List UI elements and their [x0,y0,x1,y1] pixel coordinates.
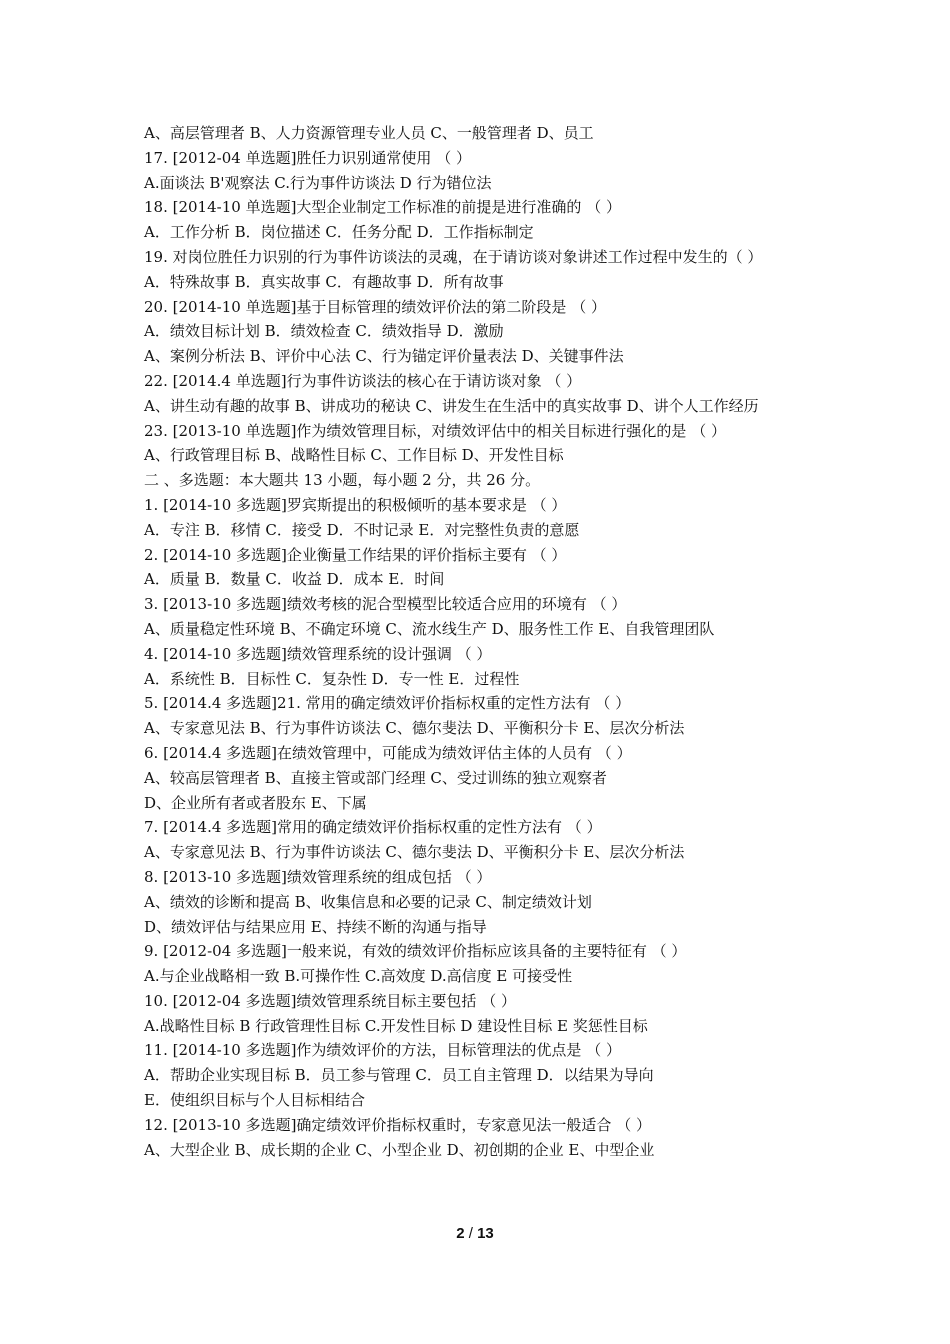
total-page-count: 13 [477,1225,494,1242]
text-line: A.战略性目标 B 行政管理性目标 C.开发性目标 D 建设性目标 E 奖惩性目标 [144,1016,648,1035]
text-line: 18. [2014-10 单选题]大型企业制定工作标准的前提是进行准确的 （ ） [144,198,621,217]
text-line: A．绩效目标计划 B．绩效检查 C．绩效指导 D．激励 [144,322,504,341]
text-line: A、行政管理目标 B、战略性目标 C、工作目标 D、开发性目标 [144,446,564,465]
current-page-number: 2 [456,1225,465,1242]
page-content [144,121,809,1162]
text-line: 7. [2014.4 多选题]常用的确定绩效评价指标权重的定性方法有 （ ） [144,818,602,837]
text-line: A、专家意见法 B、行为事件访谈法 C、德尔斐法 D、平衡积分卡 E、层次分析法 [144,843,685,862]
text-line: 9. [2012-04 多选题]一般来说，有效的绩效评价指标应该具备的主要特征有 （ ） [144,942,687,961]
text-line: A．特殊故事 B．真实故事 C．有趣故事 D．所有故事 [144,272,504,291]
text-line: A．质量 B．数量 C．收益 D．成本 E．时间 [144,570,445,589]
page-separator: / [464,1225,478,1242]
text-line: 4. [2014-10 多选题]绩效管理系统的设计强调 （ ） [144,644,492,663]
text-line: 2. [2014-10 多选题]企业衡量工作结果的评价指标主要有 （ ） [144,545,567,564]
text-line: A．系统性 B．目标性 C．复杂性 D．专一性 E．过程性 [144,669,520,688]
text-line: A、大型企业 B、成长期的企业 C、小型企业 D、初创期的企业 E、中型企业 [144,1140,655,1159]
text-line: A、案例分析法 B、评价中心法 C、行为锚定评价量表法 D、关键事件法 [144,347,624,366]
text-line: A、专家意见法 B、行为事件访谈法 C、德尔斐法 D、平衡积分卡 E、层次分析法 [144,719,685,738]
text-line: A.与企业战略相一致 B.可操作性 C.高效度 D.高信度 E 可接受性 [144,967,573,986]
text-line: 8. [2013-10 多选题]绩效管理系统的组成包括 （ ） [144,867,492,886]
text-line: A、绩效的诊断和提高 B、收集信息和必要的记录 C、制定绩效计划 [144,892,592,911]
text-line: E．使组织目标与个人目标相结合 [144,1091,365,1110]
text-line: 11. [2014-10 多选题]作为绩效评价的方法，目标管理法的优点是 （ ） [144,1041,621,1060]
text-line: A．帮助企业实现目标 B．员工参与管理 C．员工自主管理 D．以结果为导向 [144,1066,654,1085]
text-line: 17. [2012-04 单选题]胜任力识别通常使用 （ ） [144,148,471,167]
text-line: 5. [2014.4 多选题]21. 常用的确定绩效评价指标权重的定性方法有 （ ） [144,694,631,713]
page-footer [0,1225,950,1242]
text-line: A．工作分析 B．岗位描述 C．任务分配 D．工作指标制定 [144,223,534,242]
text-line: A．专注 B．移情 C．接受 D．不时记录 E．对完整性负责的意愿 [144,520,580,539]
text-line: 1. [2014-10 多选题]罗宾斯提出的积极倾听的基本要求是 （ ） [144,495,567,514]
text-line: 19. 对岗位胜任力识别的行为事件访谈法的灵魂，在于请访谈对象讲述工作过程中发生的（ ） [144,247,763,266]
text-line: A、高层管理者 B、人力资源管理专业人员 C、一般管理者 D、员工 [144,124,594,142]
text-line: 6. [2014.4 多选题]在绩效管理中，可能成为绩效评估主体的人员有 （ ） [144,743,632,762]
text-line: A、较高层管理者 B、直接主管或部门经理 C、受过训练的独立观察者 [144,768,607,787]
text-line: 10. [2012-04 多选题]绩效管理系统目标主要包括 （ ） [144,991,516,1010]
text-line: 12. [2013-10 多选题]确定绩效评价指标权重时，专家意见法一般适合 （ ） [144,1115,651,1134]
text-line: 3. [2013-10 多选题]绩效考核的泥合型模型比较适合应用的环境有 （ ） [144,595,627,614]
text-line: A、质量稳定性环境 B、不确定环境 C、流水线生产 D、服务性工作 E、自我管理团队 [144,619,715,638]
text-line: A、讲生动有趣的故事 B、讲成功的秘诀 C、讲发生在生活中的真实故事 D、讲个人工作经历 [144,396,759,415]
text-line: A.面谈法 B'观察法 C.行为事件访谈法 D 行为错位法 [144,173,492,192]
text-line: 22. [2014.4 单选题]行为事件访谈法的核心在于请访谈对象 （ ） [144,371,582,390]
text-line: 23. [2013-10 单选题]作为绩效管理目标，对绩效评估中的相关目标进行强化的是 （ ） [144,421,726,440]
text-line: D、企业所有者或者股东 E、下属 [144,793,367,812]
text-line: 二 、多选题：本大题共 13 小题，每小题 2 分，共 26 分。 [144,471,541,490]
text-line: 20. [2014-10 单选题]基于目标管理的绩效评价法的第二阶段是 （ ） [144,297,606,316]
text-line: D、绩效评估与结果应用 E、持续不断的沟通与指导 [144,917,487,936]
